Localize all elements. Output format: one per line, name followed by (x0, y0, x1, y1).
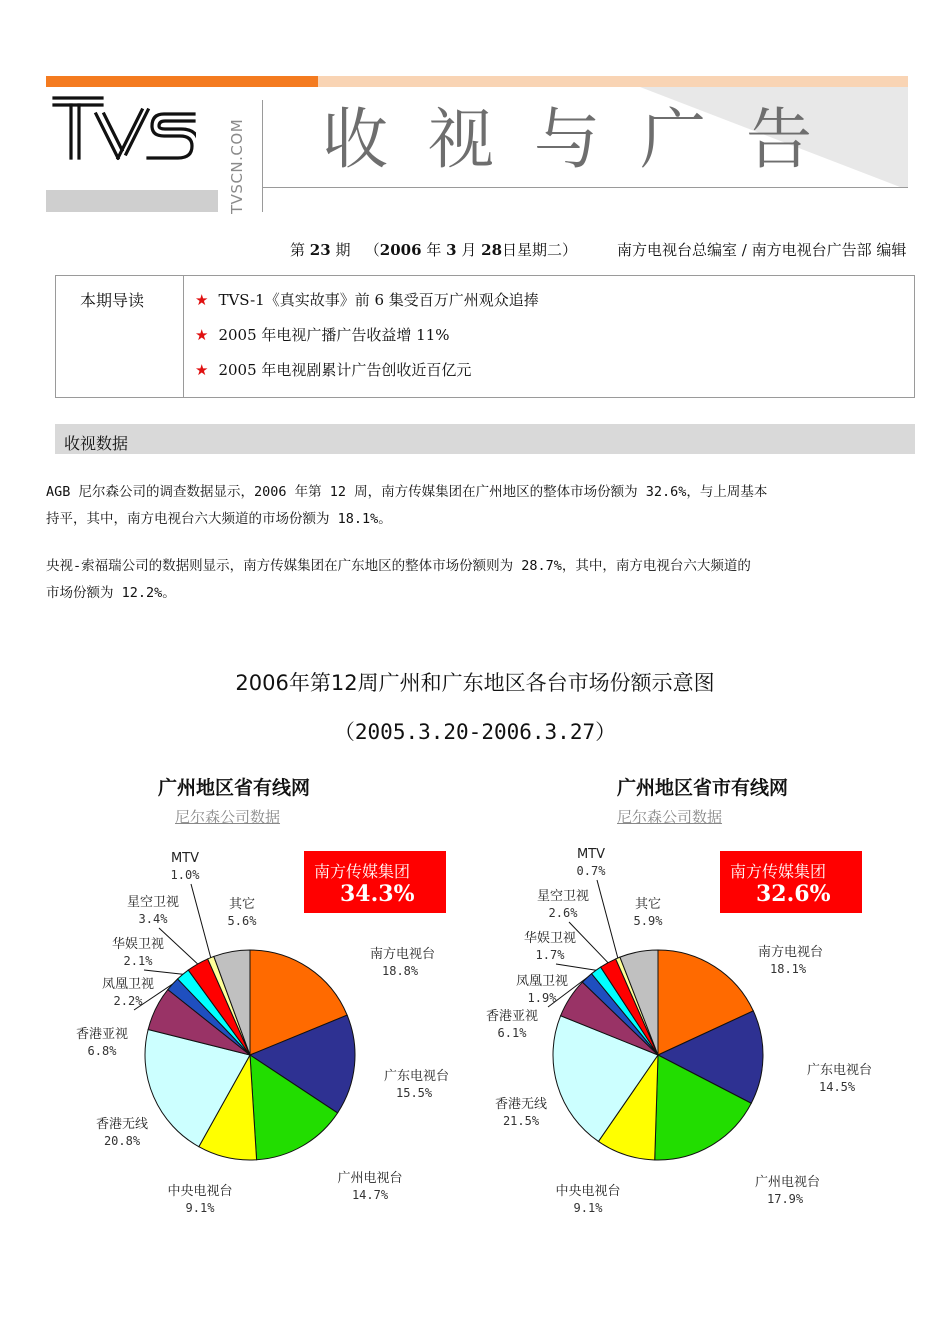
slice-label: 广州电视台 (755, 1175, 821, 1190)
slice-label: 其它 (634, 897, 662, 912)
slice-label: 华娱卫视 (523, 931, 577, 946)
guide-item[interactable]: ★ 2005 年电视剧累计广告创收近百亿元 (195, 361, 472, 379)
slice-label: 广东电视台 (807, 1063, 873, 1078)
slice-value: 2.2% (113, 994, 143, 1008)
pie-title: 广州地区省市有线网 (617, 777, 789, 799)
slice-value: 1.9% (527, 991, 557, 1005)
slice-label: 香港亚视 (485, 1009, 539, 1024)
slice-value: 17.9% (767, 1192, 804, 1206)
slice-label: 南方电视台 (758, 945, 824, 960)
pie-chart (460, 840, 880, 1230)
star-icon: ★ (195, 291, 209, 309)
header-divider-vertical (262, 100, 263, 212)
paragraph-1 (46, 479, 916, 533)
paragraph-2 (46, 553, 916, 607)
slice-value: 5.6% (227, 914, 257, 928)
site-url-vertical: TVSCN.COM (228, 118, 246, 214)
header-accent-bar-light (318, 76, 908, 87)
slice-label: 广州电视台 (337, 1171, 403, 1186)
highlight-name: 南方传媒集团 (314, 862, 411, 881)
paragraph-line: 央视-索福瑞公司的数据则显示，南方传媒集团在广东地区的整体市场份额则为 28.7%，其中，南方电视台六大频道的 (46, 558, 751, 574)
slice-value: 6.8% (87, 1044, 117, 1058)
guide-item[interactable]: ★ 2005 年电视广播广告收益增 11% (195, 326, 450, 344)
issue-info: 第 23 期 （2006 年 3 月 28日星期二） (290, 241, 578, 259)
slice-label: 香港无线 (494, 1097, 548, 1112)
slice-label: MTV (576, 847, 606, 862)
slice-value: 0.7% (576, 864, 606, 878)
charts-title: 2006年第12周广州和广东地区各台市场份额示意图 (235, 671, 715, 695)
logo-footer-bar (46, 190, 218, 212)
leader-line (597, 880, 618, 958)
editors-credit: 南方电视台总编室 / 南方电视台广告部 编辑 (617, 241, 907, 259)
paragraph-line: AGB 尼尔森公司的调查数据显示，2006 年第 12 周，南方传媒集团在广州地区的整体市场份额为 32.6%，与上周基本 (46, 484, 768, 500)
highlight-name: 南方传媒集团 (730, 862, 827, 881)
slice-label: 香港无线 (95, 1117, 149, 1132)
slice-label: 中央电视台 (167, 1184, 233, 1199)
slice-value: 5.9% (633, 914, 663, 928)
paragraph-line: 市场份额为 12.2%。 (46, 585, 176, 601)
slice-label: 凤凰卫视 (101, 977, 155, 992)
guide-label: 本期导读 (80, 291, 145, 310)
slice-label: 广东电视台 (384, 1069, 450, 1084)
header-divider-horizontal (262, 187, 908, 188)
charts-date-range: （2005.3.20-2006.3.27） (333, 720, 617, 744)
slice-value: 21.5% (502, 1114, 540, 1128)
guide-item[interactable]: ★ TVS-1《真实故事》前 6 集受百万广州观众追捧 (195, 291, 539, 309)
slice-value: 1.0% (170, 868, 200, 882)
guide-divider (183, 275, 184, 398)
slice-value: 15.5% (396, 1086, 433, 1100)
header-accent-bar (46, 76, 318, 87)
slice-label: 中央电视台 (555, 1184, 621, 1199)
slice-value: 9.1% (185, 1201, 215, 1215)
pie-subtitle: 尼尔森公司数据 (617, 808, 723, 826)
page-title: 收视与广告 (322, 101, 852, 178)
slice-label: 华娱卫视 (111, 937, 165, 952)
slice-label: 香港亚视 (75, 1027, 129, 1042)
slice-label: 其它 (228, 897, 256, 912)
pie-chart (40, 840, 460, 1230)
leader-line (556, 964, 596, 970)
highlight-value: 34.3% (340, 881, 415, 907)
slice-label: MTV (170, 851, 200, 866)
slice-label: 凤凰卫视 (515, 974, 569, 989)
pie-title: 广州地区省有线网 (158, 777, 311, 799)
slice-value: 18.1% (770, 962, 807, 976)
slice-value: 20.8% (103, 1134, 141, 1148)
slice-value: 2.1% (123, 954, 153, 968)
slice-value: 14.5% (819, 1080, 856, 1094)
leader-line (191, 884, 211, 958)
leader-line (159, 928, 198, 964)
tvs-logo (52, 94, 196, 162)
highlight-value: 32.6% (756, 881, 831, 907)
section-title: 收视数据 (64, 434, 129, 453)
paragraph-line: 持平，其中，南方电视台六大频道的市场份额为 18.1%。 (46, 511, 392, 527)
pie-subtitle: 尼尔森公司数据 (175, 808, 281, 826)
slice-value: 1.7% (535, 948, 565, 962)
slice-value: 9.1% (573, 1201, 603, 1215)
slice-label: 南方电视台 (370, 947, 436, 962)
slice-value: 18.8% (382, 964, 419, 978)
slice-label: 星空卫视 (536, 889, 590, 904)
star-icon: ★ (195, 361, 209, 379)
slice-label: 星空卫视 (126, 895, 180, 910)
slice-value: 2.6% (548, 906, 578, 920)
leader-line (144, 970, 183, 974)
slice-value: 3.4% (138, 912, 168, 926)
star-icon: ★ (195, 326, 209, 344)
slice-value: 6.1% (497, 1026, 527, 1040)
slice-value: 14.7% (351, 1188, 389, 1202)
section-bar (55, 424, 915, 454)
